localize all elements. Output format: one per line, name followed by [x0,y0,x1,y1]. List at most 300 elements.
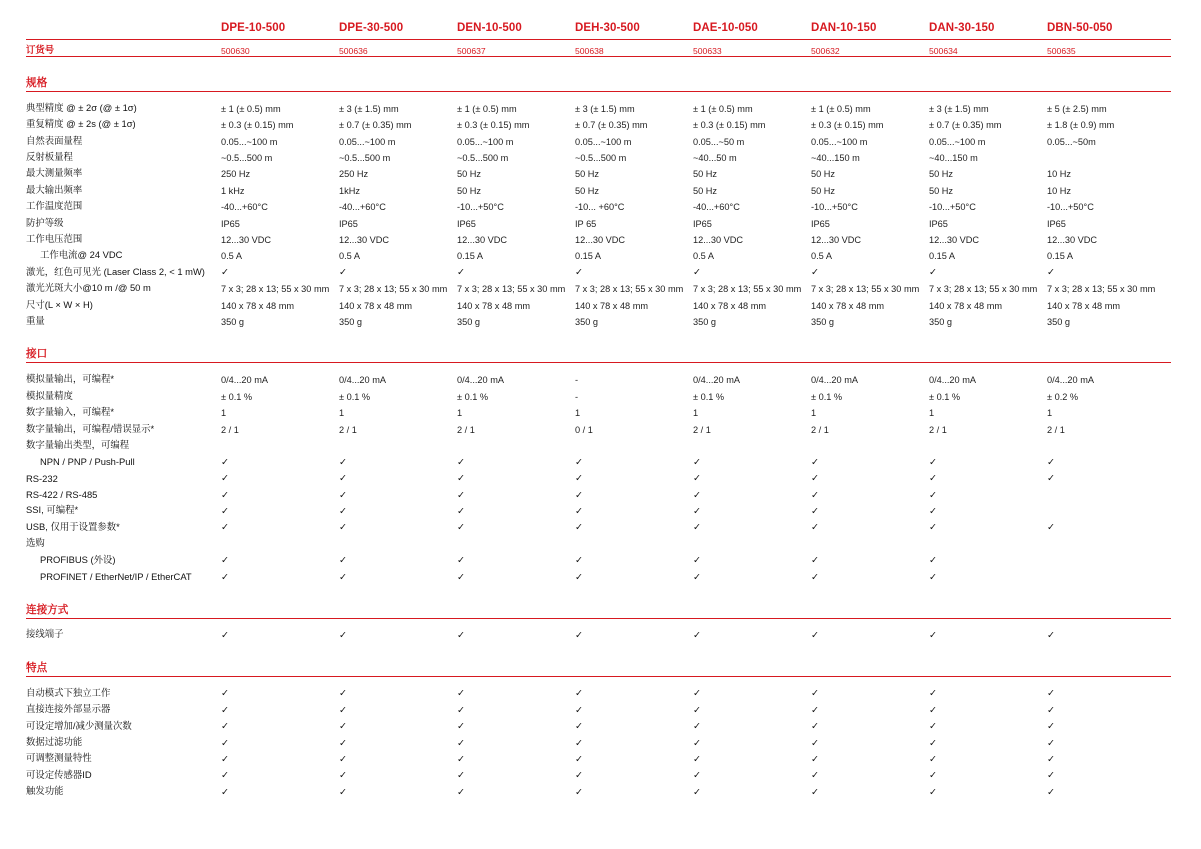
check-icon: ✓ [339,688,347,700]
section-header-blank-2 [339,70,457,92]
row-value-7 [929,550,1047,566]
check-icon: ✓ [811,753,819,765]
row-value-8: 0.05...~50m [1047,136,1096,147]
row-value-2 [339,625,457,641]
row-value-7 [929,625,1047,641]
row-value-7: 140 x 78 x 48 mm [929,300,1003,311]
model-header-4 [575,18,693,40]
row-value-1: 2 / 1 [221,424,239,435]
table-row [26,230,1171,246]
model-header-7 [929,18,1047,40]
row-value-4 [575,468,693,484]
row-value-2 [339,683,457,699]
row-value-7 [929,567,1047,583]
section-underline-spacer [26,92,1171,99]
row-value-2 [339,517,457,533]
section-header-blank-8 [1047,654,1171,676]
check-icon: ✓ [811,629,819,641]
row-value-2: 140 x 78 x 48 mm [339,300,413,311]
row-label: 最大输出频率 [26,183,83,195]
row-value-2: 2 / 1 [339,424,357,435]
model-header-2 [339,18,457,40]
row-value-8: IP65 [1047,218,1066,229]
model-header-5 [693,18,811,40]
model-name-label: DEN-10-500 [457,22,522,34]
check-icon: ✓ [221,688,229,700]
row-label: 可设定增加/减少测量次数 [26,719,132,731]
row-value-8 [1047,452,1171,468]
model-header-3 [457,18,575,40]
row-value-2: ~0.5...500 m [339,153,391,164]
row-value-4 [575,782,693,798]
row-value-7 [929,517,1047,533]
check-icon: ✓ [693,629,701,641]
check-icon: ✓ [811,786,819,798]
row-value-1: -40...+60°C [221,202,268,213]
row-value-1 [221,700,339,716]
check-icon: ✓ [1047,753,1055,765]
section-header-blank-1 [221,341,339,363]
check-icon: ✓ [221,737,229,749]
row-label: 自动模式下独立工作 [26,686,111,698]
check-icon: ✓ [693,456,701,468]
check-icon: ✓ [575,555,583,567]
model-name-label: DEH-30-500 [575,22,640,34]
check-icon: ✓ [929,737,937,749]
row-value-4 [575,683,693,699]
row-value-4: ± 0.7 (± 0.35) mm [575,120,648,131]
check-icon: ✓ [811,522,819,534]
row-value-3: 50 Hz [457,185,482,196]
spacer-cell [26,363,1171,370]
table-row [26,403,1171,419]
row-value-7: 7 x 3; 28 x 13; 55 x 30 mm [929,284,1038,295]
order-number-value-4: 500638 [575,40,693,57]
row-label: 数字量输出类型，可编程 [26,438,130,450]
spacer-cell [26,618,1171,625]
row-value-8 [1047,436,1171,452]
row-value-5: 7 x 3; 28 x 13; 55 x 30 mm [693,284,802,295]
row-value-4 [575,567,693,583]
check-icon: ✓ [457,473,465,485]
row-value-1 [221,534,339,550]
row-value-8: ± 1.8 (± 0.9) mm [1047,120,1115,131]
row-value-1: IP65 [221,218,240,229]
check-icon: ✓ [693,770,701,782]
row-value-6 [811,550,929,566]
model-name-label: DPE-30-500 [339,22,404,34]
row-label: 反射板量程 [26,151,73,163]
row-value-1 [221,716,339,732]
section-header-blank-6 [811,654,929,676]
row-value-5 [693,517,811,533]
check-icon: ✓ [221,721,229,733]
check-icon: ✓ [575,770,583,782]
row-value-1 [221,749,339,765]
check-icon: ✓ [1047,267,1055,279]
row-value-8: 350 g [1047,316,1070,327]
row-value-3: 140 x 78 x 48 mm [457,300,531,311]
section-header-blank-1 [221,70,339,92]
table-row [26,782,1171,798]
row-value-2 [339,262,457,278]
check-icon: ✓ [575,737,583,749]
row-value-1: 1 [221,408,227,419]
row-value-4: - [575,391,579,402]
table-row [26,683,1171,699]
check-icon: ✓ [457,571,465,583]
row-value-7: 1 [929,408,935,419]
check-icon: ✓ [811,456,819,468]
row-value-4 [575,452,693,468]
row-label: PROFIBUS (外设) [40,553,116,565]
section-header-blank-3 [457,341,575,363]
row-value-7 [929,485,1047,501]
row-value-6: 350 g [811,316,834,327]
section-header-blank-3 [457,70,575,92]
row-value-8: ± 0.2 % [1047,391,1079,402]
check-icon: ✓ [339,473,347,485]
section-header-blank-8 [1047,596,1171,618]
row-value-7: 0.15 A [929,251,956,262]
check-icon: ✓ [457,753,465,765]
row-value-7: ± 3 (± 1.5) mm [929,103,989,114]
row-value-7: 350 g [929,316,952,327]
check-icon: ✓ [575,267,583,279]
row-value-3: 0.15 A [457,251,484,262]
check-icon: ✓ [1047,629,1055,641]
row-value-8 [1047,700,1171,716]
row-value-5 [693,534,811,550]
table-row [26,295,1171,311]
check-icon: ✓ [929,704,937,716]
row-value-1: ± 0.3 (± 0.15) mm [221,120,294,131]
row-value-6 [811,534,929,550]
row-value-8 [1047,485,1171,501]
row-value-5 [693,749,811,765]
section-header-blank-8 [1047,70,1171,92]
row-value-1 [221,501,339,517]
table-row [26,262,1171,278]
row-value-7: 50 Hz [929,169,954,180]
row-value-2: 250 Hz [339,169,369,180]
table-row [26,749,1171,765]
section-title: 规格 [26,70,221,92]
row-value-4: 0 / 1 [575,424,593,435]
check-icon: ✓ [929,267,937,279]
table-row [26,180,1171,196]
row-value-3 [457,782,575,798]
row-value-4 [575,733,693,749]
order-number-value-1: 500630 [221,40,339,57]
row-label: 最大测量频率 [26,167,83,179]
check-icon: ✓ [339,571,347,583]
row-value-3: 50 Hz [457,169,482,180]
check-icon: ✓ [339,489,347,501]
row-value-4: 50 Hz [575,185,600,196]
row-value-3: 0.05...~100 m [457,136,514,147]
row-value-2 [339,501,457,517]
row-value-3 [457,501,575,517]
table-row [26,279,1171,295]
row-value-8: 1 [1047,408,1053,419]
row-value-5 [693,700,811,716]
row-value-2 [339,749,457,765]
row-value-5: 50 Hz [693,185,718,196]
section-header-blank-6 [811,341,929,363]
table-row [26,246,1171,262]
check-icon: ✓ [339,704,347,716]
order-number-label: 订货号 [26,40,221,57]
check-icon: ✓ [575,489,583,501]
row-value-5: 50 Hz [693,169,718,180]
row-value-1: 0/4...20 mA [221,375,268,386]
section-header-blank-3 [457,654,575,676]
row-value-6: 2 / 1 [811,424,829,435]
check-icon: ✓ [929,522,937,534]
model-name-label: DPE-10-500 [221,22,286,34]
model-name-label: DBN-50-050 [1047,22,1113,34]
check-icon: ✓ [1047,721,1055,733]
check-icon: ✓ [693,688,701,700]
row-value-3 [457,517,575,533]
check-icon: ✓ [811,473,819,485]
row-value-3 [457,452,575,468]
row-label: USB, 仅用于设置参数* [26,520,120,532]
row-value-5 [693,782,811,798]
check-icon: ✓ [575,629,583,641]
header-corner-cell [26,18,221,40]
check-icon: ✓ [1047,737,1055,749]
check-icon: ✓ [1047,786,1055,798]
row-value-6 [811,749,929,765]
section-spacer [26,328,1171,341]
row-value-5: ± 1 (± 0.5) mm [693,103,753,114]
order-number-row [26,40,1171,57]
row-value-1: ± 1 (± 0.5) mm [221,103,281,114]
check-icon: ✓ [221,571,229,583]
check-icon: ✓ [221,489,229,501]
row-value-7 [929,782,1047,798]
row-value-4: ± 3 (± 1.5) mm [575,103,635,114]
row-value-3 [457,683,575,699]
check-icon: ✓ [339,721,347,733]
table-row [26,386,1171,402]
section-header-blank-5 [693,341,811,363]
row-value-3 [457,567,575,583]
row-value-5 [693,765,811,781]
section-header-blank-6 [811,596,929,618]
row-value-7: ± 0.1 % [929,391,961,402]
row-value-6 [811,517,929,533]
row-value-1 [221,567,339,583]
check-icon: ✓ [221,267,229,279]
check-icon: ✓ [457,505,465,517]
check-icon: ✓ [811,489,819,501]
order-number-value-8: 500635 [1047,40,1171,57]
section-header-blank-3 [457,596,575,618]
row-value-5 [693,452,811,468]
check-icon: ✓ [811,267,819,279]
row-value-4 [575,534,693,550]
table-row [26,213,1171,229]
check-icon: ✓ [811,555,819,567]
row-value-2: IP65 [339,218,358,229]
check-icon: ✓ [339,555,347,567]
row-label: 数字量输入，可编程* [26,406,115,418]
row-value-6 [811,782,929,798]
row-value-1: 0.5 A [221,251,242,262]
check-icon: ✓ [929,753,937,765]
row-value-2 [339,567,457,583]
row-label: 选购 [26,537,45,549]
check-icon: ✓ [575,704,583,716]
section-header-blank-4 [575,70,693,92]
model-name-label: DAN-10-150 [811,22,877,34]
row-value-4: - [575,375,579,386]
check-icon: ✓ [929,571,937,583]
row-value-2: 1kHz [339,185,360,196]
row-value-7: 0/4...20 mA [929,375,976,386]
table-row [26,700,1171,716]
row-value-1 [221,436,339,452]
check-icon: ✓ [1047,704,1055,716]
row-value-8 [1047,262,1171,278]
row-label: 激光光斑大小@10 m /@ 50 m [26,282,151,294]
row-value-7: -10...+50°C [929,202,976,213]
check-icon: ✓ [457,737,465,749]
check-icon: ✓ [929,555,937,567]
section-title: 接口 [26,341,221,363]
row-value-4 [575,436,693,452]
row-value-2: ± 3 (± 1.5) mm [339,103,399,114]
check-icon: ✓ [693,555,701,567]
row-value-1: 0.05...~100 m [221,136,278,147]
section-header-blank-4 [575,596,693,618]
row-value-8 [1047,782,1171,798]
row-value-4: -10... +60°C [575,202,625,213]
row-value-8: 0/4...20 mA [1047,375,1094,386]
check-icon: ✓ [457,522,465,534]
row-value-4 [575,517,693,533]
row-value-4 [575,700,693,716]
section-title: 连接方式 [26,596,221,618]
section-header-blank-5 [693,654,811,676]
table-row [26,765,1171,781]
check-icon: ✓ [221,704,229,716]
row-value-3: 12...30 VDC [457,235,508,246]
row-value-8 [1047,765,1171,781]
row-label: 工作电压范围 [26,233,83,245]
row-value-6 [811,485,929,501]
check-icon: ✓ [575,456,583,468]
section-header-blank-8 [1047,341,1171,363]
check-icon: ✓ [1047,522,1055,534]
row-value-5 [693,468,811,484]
model-name-label: DAN-30-150 [929,22,995,34]
section-header-4 [26,654,1171,676]
row-value-6 [811,733,929,749]
row-label: SSI, 可编程* [26,504,79,516]
row-value-3: 0/4...20 mA [457,375,504,386]
check-icon: ✓ [693,571,701,583]
check-icon: ✓ [339,267,347,279]
check-icon: ✓ [221,770,229,782]
row-value-6: 50 Hz [811,185,836,196]
check-icon: ✓ [811,770,819,782]
row-value-4: 0.05...~100 m [575,136,632,147]
row-value-5 [693,733,811,749]
row-value-6: ~40...150 m [811,153,860,164]
row-value-4 [575,765,693,781]
table-row [26,436,1171,452]
check-icon: ✓ [221,473,229,485]
row-label: 典型精度 @ ± 2σ (@ ± 1σ) [26,101,137,113]
row-value-6: 12...30 VDC [811,235,862,246]
row-value-8: 7 x 3; 28 x 13; 55 x 30 mm [1047,284,1156,295]
section-spacer [26,583,1171,596]
row-value-3 [457,749,575,765]
row-value-3: IP65 [457,218,476,229]
check-icon: ✓ [693,737,701,749]
row-value-4: IP 65 [575,218,597,229]
row-value-5 [693,716,811,732]
row-label: 数据过滤功能 [26,736,83,747]
row-value-2 [339,468,457,484]
row-value-6: IP65 [811,218,830,229]
table-row [26,534,1171,550]
table-row [26,197,1171,213]
table-row [26,452,1171,468]
check-icon: ✓ [1047,688,1055,700]
row-value-3: 1 [457,408,463,419]
row-value-2 [339,782,457,798]
row-value-8 [1047,517,1171,533]
table-row [26,148,1171,164]
row-value-7 [929,501,1047,517]
section-header-blank-7 [929,341,1047,363]
row-value-3: ± 0.1 % [457,391,489,402]
check-icon: ✓ [221,456,229,468]
spacer-cell [26,676,1171,683]
section-header-blank-4 [575,341,693,363]
table-row [26,485,1171,501]
row-value-6: 7 x 3; 28 x 13; 55 x 30 mm [811,284,920,295]
check-icon: ✓ [693,721,701,733]
check-icon: ✓ [339,456,347,468]
row-value-7 [929,700,1047,716]
check-icon: ✓ [339,786,347,798]
table-row [26,625,1171,641]
check-icon: ✓ [1047,770,1055,782]
row-value-5 [693,550,811,566]
row-label: PROFINET / EtherNet/IP / EtherCAT [40,571,192,583]
check-icon: ✓ [693,704,701,716]
row-value-1 [221,683,339,699]
row-value-3 [457,262,575,278]
check-icon: ✓ [693,505,701,517]
row-value-6: 1 [811,408,817,419]
row-value-1 [221,765,339,781]
row-value-2 [339,452,457,468]
row-label: RS-422 / RS-485 [26,489,98,501]
row-label: 工作电流@ 24 VDC [40,249,123,261]
row-label: 自然表面量程 [26,134,83,146]
row-value-2 [339,733,457,749]
row-label: 模拟量输出，可编程* [26,373,115,385]
row-label: 直接连接外部显示器 [26,703,111,715]
row-value-8 [1047,501,1171,517]
